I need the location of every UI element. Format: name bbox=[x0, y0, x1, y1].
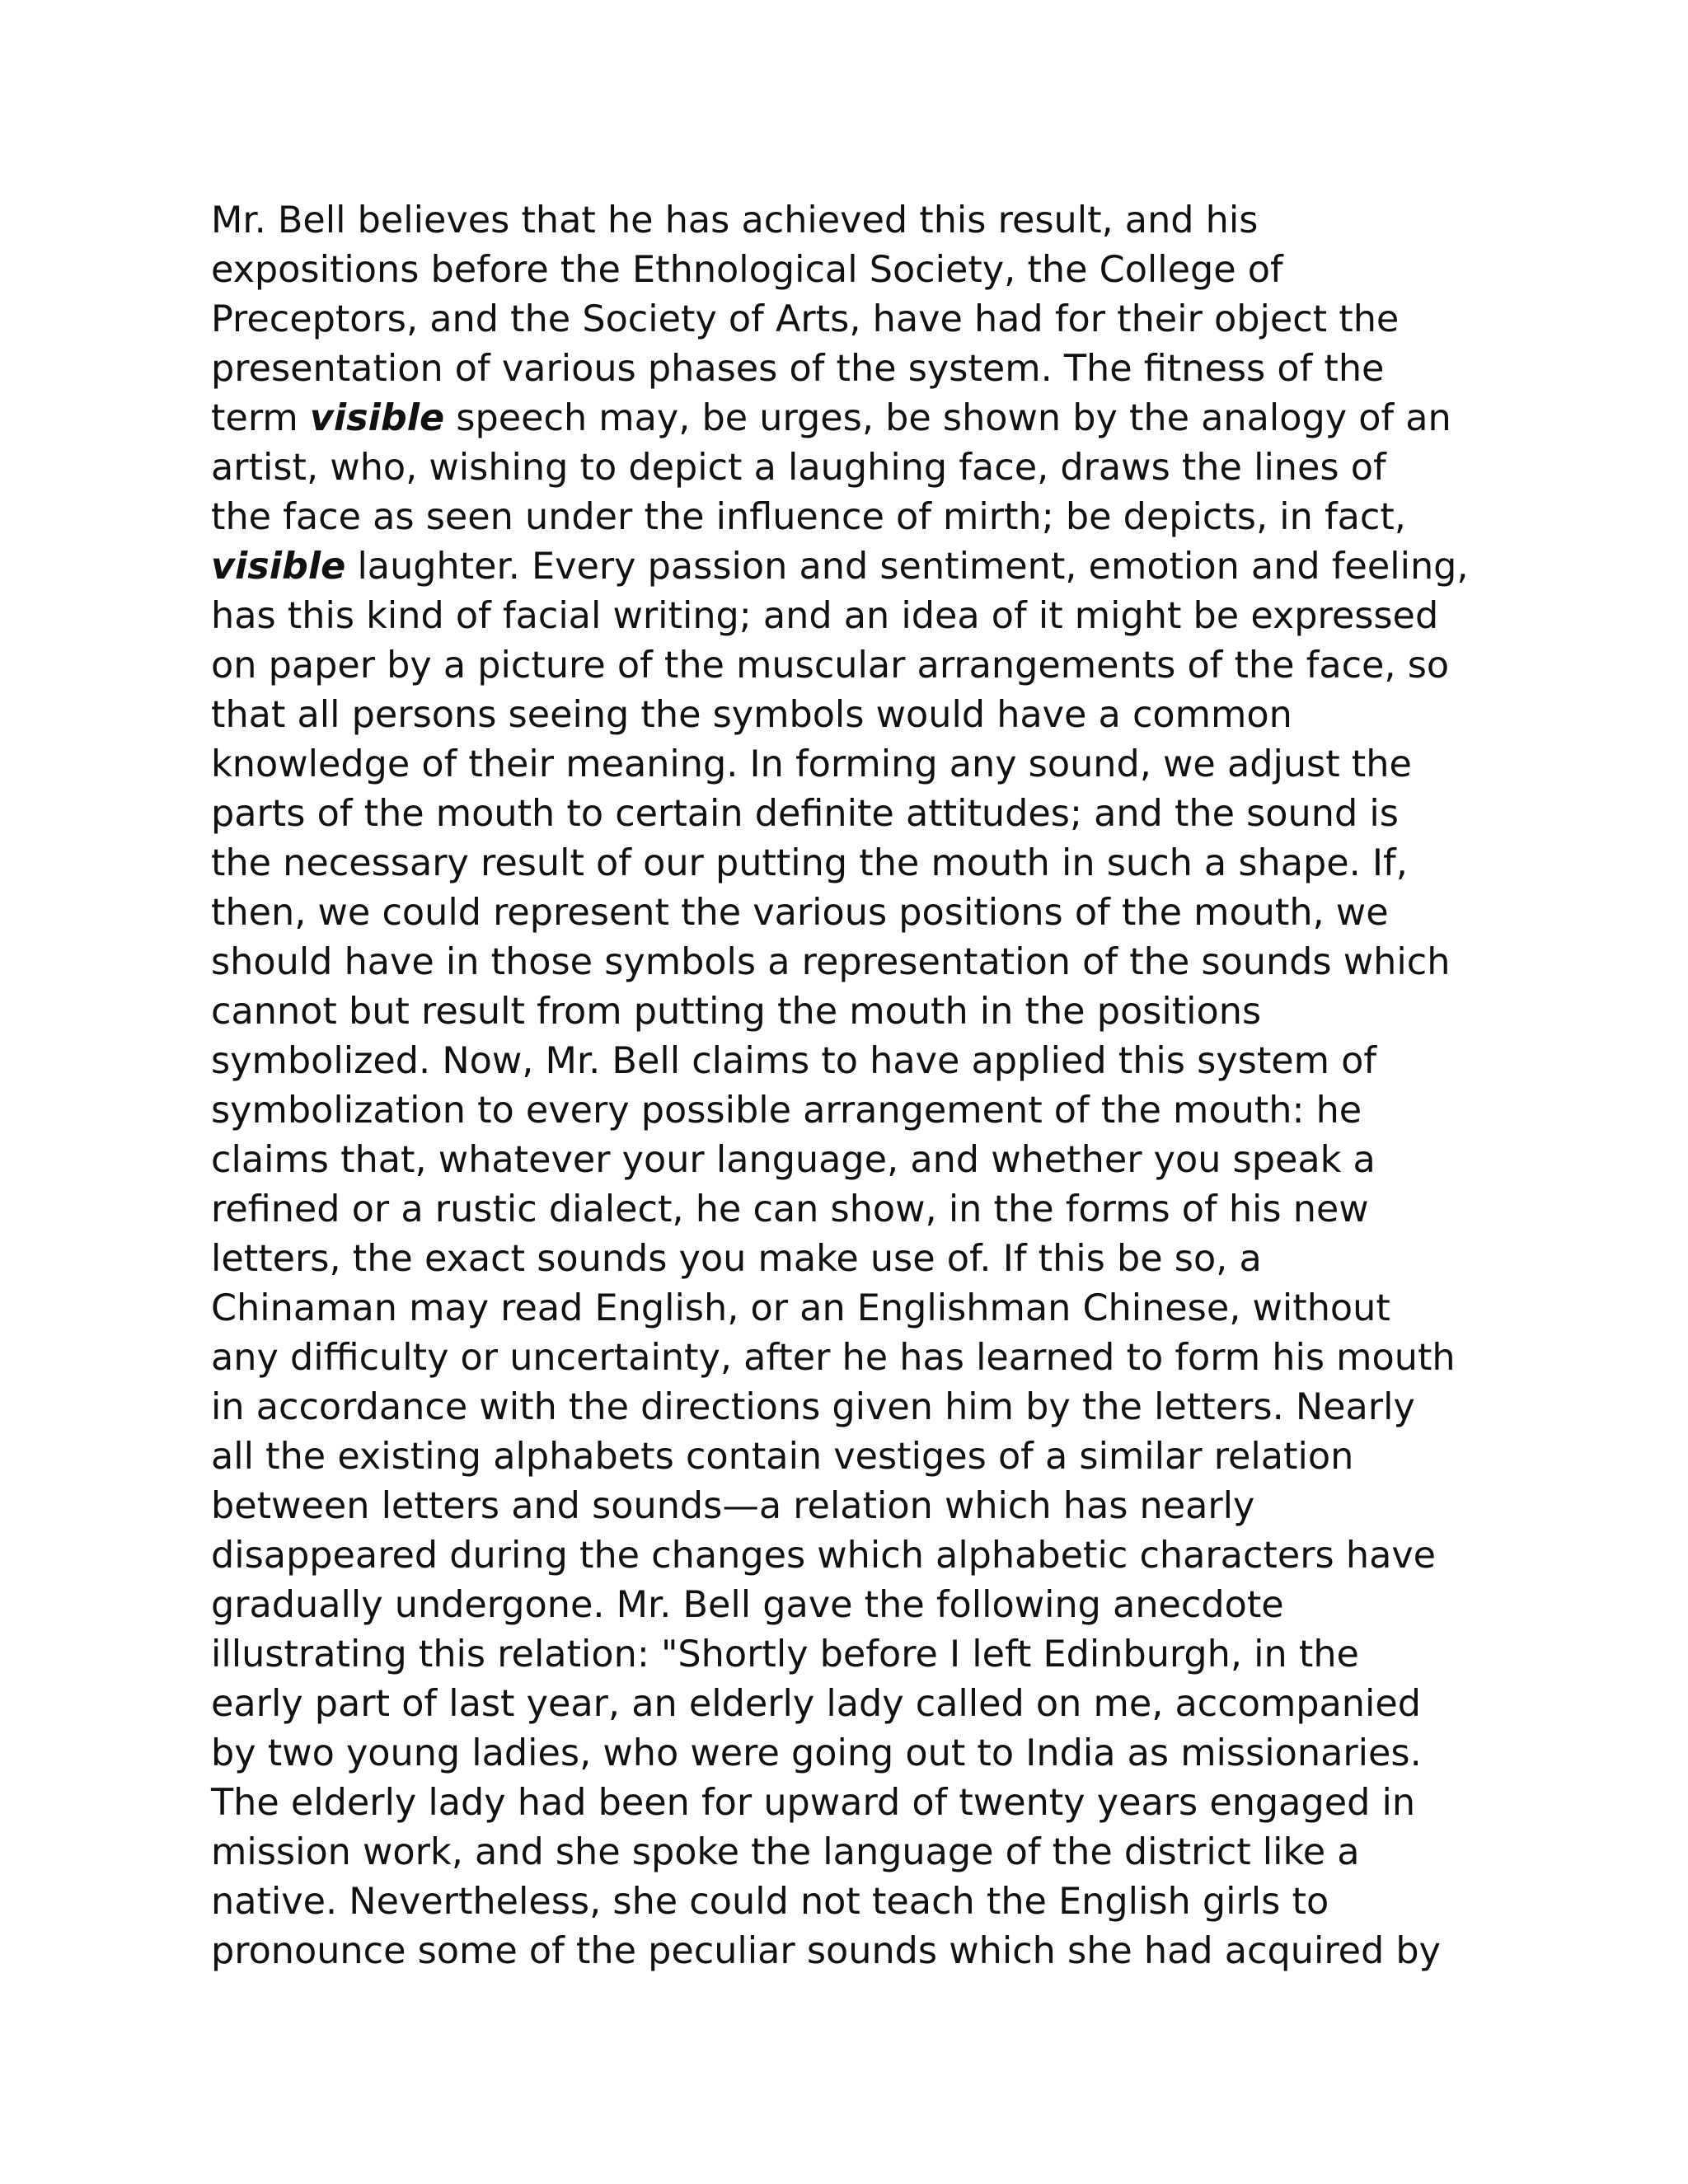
text-segment: parts of the mouth to certain definite attitudes; and the sound is bbox=[211, 793, 1399, 835]
emphasized-word: visible bbox=[211, 546, 346, 588]
text-line bbox=[211, 1630, 1497, 1680]
text-line bbox=[211, 1531, 1497, 1581]
text-line bbox=[211, 987, 1497, 1037]
text-segment: has this kind of facial writing; and an idea of it might be expressed bbox=[211, 595, 1439, 637]
text-line bbox=[211, 1333, 1497, 1383]
text-line bbox=[211, 740, 1497, 790]
text-line bbox=[211, 790, 1497, 839]
text-segment: the necessary result of our putting the mouth in such a shape. If, bbox=[211, 842, 1408, 884]
text-segment: laughter. Every passion and sentiment, emotion and feeling, bbox=[345, 546, 1469, 588]
text-line bbox=[211, 1927, 1497, 1976]
text-line bbox=[211, 246, 1497, 295]
text-line bbox=[211, 691, 1497, 740]
text-line bbox=[211, 1581, 1497, 1630]
text-segment: any difficulty or uncertainty, after he has learned to form his mouth bbox=[211, 1337, 1456, 1379]
text-segment: letters, the exact sounds you make use of. If this be so, a bbox=[211, 1238, 1262, 1280]
text-segment: The elderly lady had been for upward of twenty years engaged in bbox=[211, 1782, 1416, 1824]
text-line bbox=[211, 1235, 1497, 1284]
text-line bbox=[211, 1729, 1497, 1779]
text-line bbox=[211, 839, 1497, 888]
text-segment: the face as seen under the influence of mirth; be depicts, in fact, bbox=[211, 496, 1406, 538]
text-segment: cannot but result from putting the mouth in the positions bbox=[211, 991, 1262, 1033]
text-segment: between letters and sounds—a relation which has nearly bbox=[211, 1485, 1255, 1527]
text-segment: refined or a rustic dialect, he can show, in the forms of his new bbox=[211, 1188, 1369, 1230]
text-segment: term bbox=[211, 397, 310, 439]
emphasized-word: visible bbox=[309, 397, 445, 439]
text-line bbox=[211, 592, 1497, 641]
text-segment: speech may, be urges, be shown by the analogy of an bbox=[444, 397, 1451, 439]
text-line bbox=[211, 641, 1497, 691]
text-segment: mission work, and she spoke the language of the district like a bbox=[211, 1831, 1360, 1873]
text-line bbox=[211, 1432, 1497, 1482]
text-segment: presentation of various phases of the system. The fitness of the bbox=[211, 348, 1385, 390]
text-segment: expositions before the Ethnological Society, the College of bbox=[211, 249, 1283, 291]
text-segment: pronounce some of the peculiar sounds which she had acquired by bbox=[211, 1930, 1442, 1972]
text-line bbox=[211, 1383, 1497, 1432]
text-line bbox=[211, 295, 1497, 344]
text-segment: on paper by a picture of the muscular arrangements of the face, so bbox=[211, 644, 1450, 687]
text-segment: Preceptors, and the Society of Arts, have had for their object the bbox=[211, 298, 1400, 340]
text-line bbox=[211, 1877, 1497, 1927]
text-segment: artist, who, wishing to depict a laughing face, draws the lines of bbox=[211, 447, 1386, 489]
text-line bbox=[211, 443, 1497, 493]
text-segment: native. Nevertheless, she could not teach the English girls to bbox=[211, 1881, 1329, 1923]
text-segment: then, we could represent the various positions of the mouth, we bbox=[211, 892, 1389, 934]
text-segment: by two young ladies, who were going out to India as missionaries. bbox=[211, 1732, 1422, 1774]
text-segment: Chinaman may read English, or an Englishman Chinese, without bbox=[211, 1287, 1390, 1329]
text-line bbox=[211, 1284, 1497, 1333]
text-line bbox=[211, 394, 1497, 443]
text-segment: early part of last year, an elderly lady called on me, accompanied bbox=[211, 1683, 1422, 1725]
text-segment: claims that, whatever your language, and whether you speak a bbox=[211, 1139, 1376, 1181]
text-line bbox=[211, 1086, 1497, 1136]
text-line bbox=[211, 1482, 1497, 1531]
text-line bbox=[211, 196, 1497, 246]
text-segment: all the existing alphabets contain vestiges of a similar relation bbox=[211, 1436, 1354, 1478]
text-line bbox=[211, 1680, 1497, 1729]
text-line bbox=[211, 1185, 1497, 1235]
text-line bbox=[211, 542, 1497, 592]
text-line bbox=[211, 493, 1497, 542]
text-segment: illustrating this relation: "Shortly before I left Edinburgh, in the bbox=[211, 1633, 1359, 1675]
text-segment: Mr. Bell believes that he has achieved this result, and his bbox=[211, 199, 1259, 241]
text-line bbox=[211, 888, 1497, 938]
text-line bbox=[211, 344, 1497, 394]
text-line bbox=[211, 1037, 1497, 1086]
text-segment: should have in those symbols a representation of the sounds which bbox=[211, 941, 1451, 983]
body-text bbox=[211, 196, 1497, 1976]
text-line bbox=[211, 938, 1497, 987]
text-segment: gradually undergone. Mr. Bell gave the following anecdote bbox=[211, 1584, 1284, 1626]
text-segment: symbolized. Now, Mr. Bell claims to have applied this system of bbox=[211, 1040, 1377, 1082]
text-segment: that all persons seeing the symbols would have a common bbox=[211, 694, 1292, 736]
text-segment: disappeared during the changes which alphabetic characters have bbox=[211, 1535, 1437, 1577]
text-segment: knowledge of their meaning. In forming any sound, we adjust the bbox=[211, 743, 1412, 785]
text-line bbox=[211, 1779, 1497, 1828]
text-segment: in accordance with the directions given him by the letters. Nearly bbox=[211, 1386, 1415, 1428]
text-line bbox=[211, 1828, 1497, 1877]
text-line bbox=[211, 1136, 1497, 1185]
text-segment: symbolization to every possible arrangement of the mouth: he bbox=[211, 1090, 1362, 1132]
